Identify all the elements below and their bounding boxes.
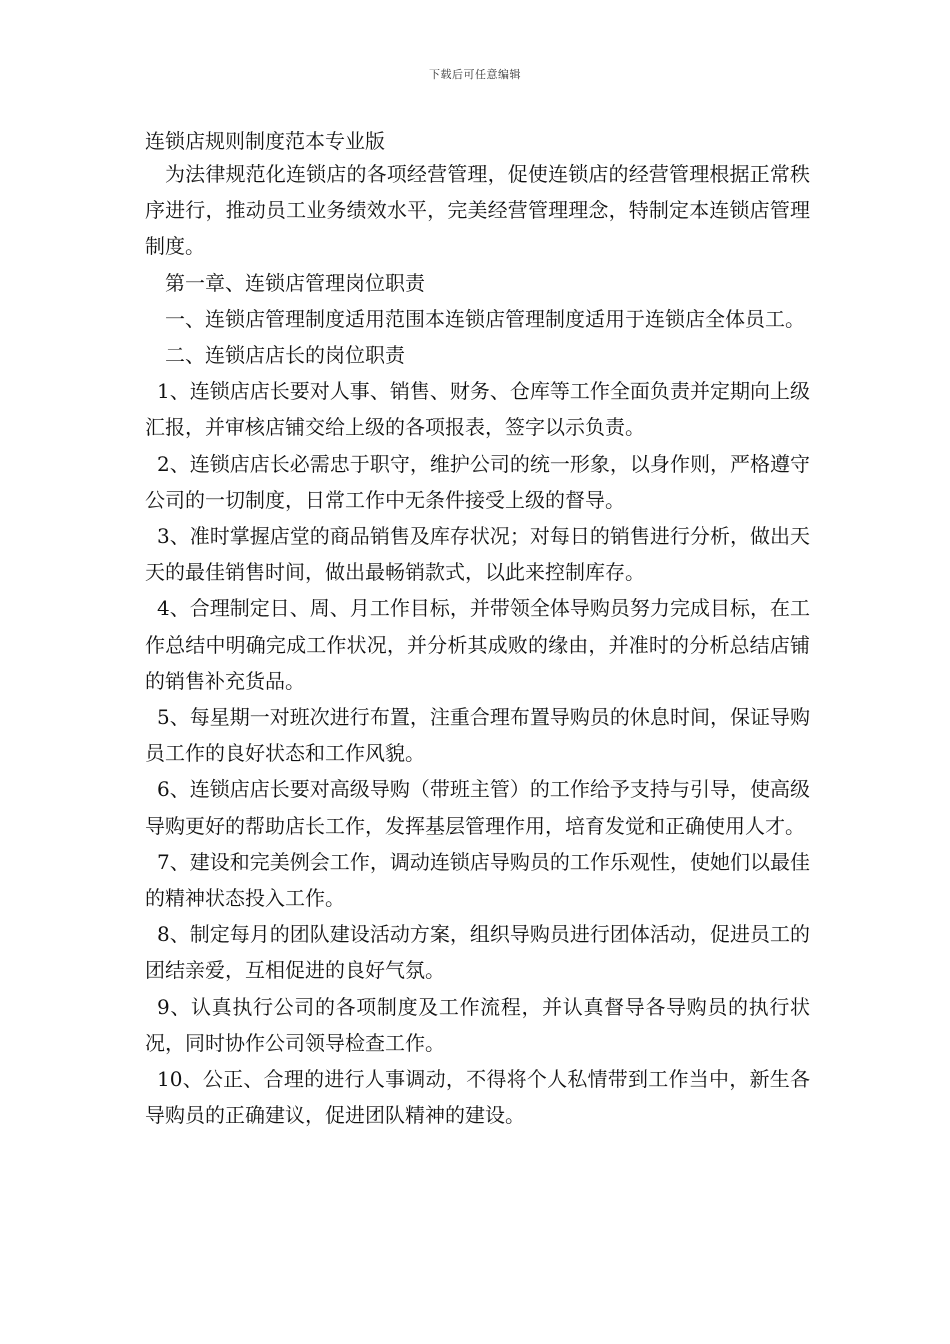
duty-item-4: 4、合理制定日、周、月工作目标，并带领全体导购员努力完成目标，在工作总结中明确完成工作状况，并分析其成败的缘由，并准时的分析总结店铺的销售补充货品。: [145, 596, 810, 693]
duty-item-2: 2、连锁店店长必需忠于职守，维护公司的统一形象，以身作则，严格遵守公司的一切制度，日常工作中无条件接受上级的督导。: [145, 451, 810, 512]
duty-item-10: 10、公正、合理的进行人事调动，不得将个人私情带到工作当中，新生各导购员的正确建议，促进团队精神的建设。: [145, 1067, 810, 1128]
chapter-heading: 第一章、连锁店管理岗位职责: [165, 270, 425, 295]
duty-item-8: 8、制定每月的团队建设活动方案，组织导购员进行团体活动，促进员工的团结亲爱，互相促进的良好气氛。: [145, 922, 810, 983]
duty-item-5: 5、每星期一对班次进行布置，注重合理布置导购员的休息时间，保证导购员工作的良好状态和工作风貌。: [145, 705, 810, 766]
page-header-note: 下载后可任意编辑: [429, 68, 521, 81]
document-title: 连锁店规则制度范本专业版: [145, 129, 385, 153]
duty-item-1: 1、连锁店店长要对人事、销售、财务、仓库等工作全面负责并定期向上级汇报，并审核店铺交给上级的各项报表，签字以示负责。: [145, 379, 810, 440]
duty-item-3: 3、准时掌握店堂的商品销售及库存状况；对每日的销售进行分析，做出天天的最佳销售时间，做出最畅销款式，以此来控制库存。: [145, 524, 810, 585]
duty-item-9: 9、认真执行公司的各项制度及工作流程，并认真督导各导购员的执行状况，同时协作公司领导检查工作。: [145, 994, 810, 1055]
duty-item-6: 6、连锁店店长要对高级导购（带班主管）的工作给予支持与引导，使高级导购更好的帮助店长工作，发挥基层管理作用，培育发觉和正确使用人才。: [145, 777, 810, 838]
section-two-heading: 二、连锁店店长的岗位职责: [165, 343, 405, 368]
document-body: [145, 156, 810, 1133]
section-one-paragraph: 一、连锁店管理制度适用范围本连锁店管理制度适用于连锁店全体员工。: [165, 306, 805, 331]
intro-paragraph: 为法律规范化连锁店的各项经营管理，促使连锁店的经营管理根据正常秩序进行，推动员工业务绩效水平，完美经营管理理念，特制定本连锁店管理制度。: [145, 162, 810, 259]
duty-item-7: 7、建设和完美例会工作，调动连锁店导购员的工作乐观性，使她们以最佳的精神状态投入工作。: [145, 849, 810, 911]
